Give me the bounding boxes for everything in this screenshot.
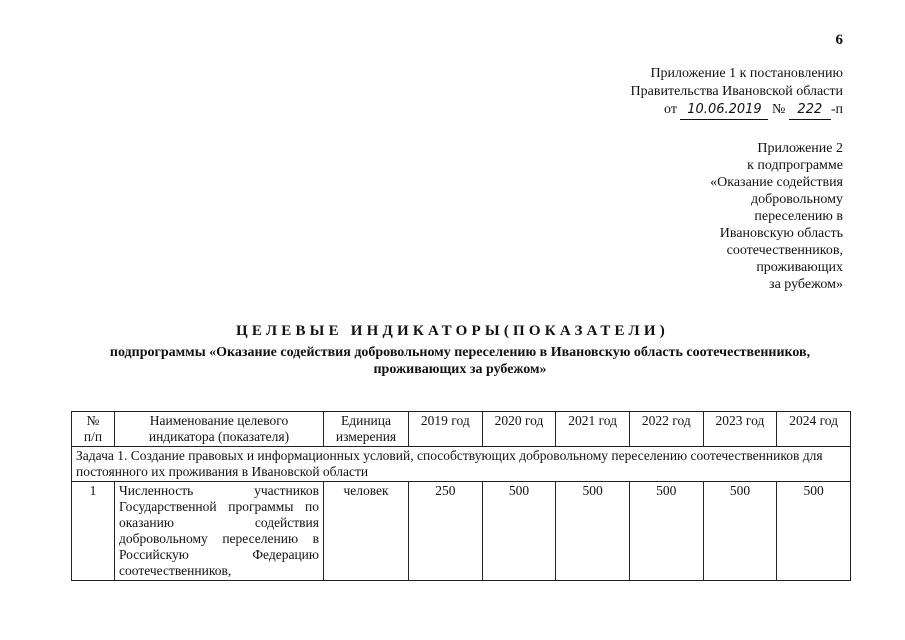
appendix-2-line: добровольному [750,192,843,207]
header-year: 2023 год [703,412,777,447]
appendix-2-line: к подпрограмме [747,158,843,173]
header-num [72,412,115,447]
header-unit [324,412,409,447]
header-year: 2021 год [556,412,630,447]
indicators-table [71,411,851,581]
row-value: 500 [777,482,851,581]
handwritten-date: 10.06.2019 [680,101,768,120]
appendix-1-line-1: Приложение 1 к постановлению [650,66,843,81]
row-value: 500 [703,482,777,581]
header-year: 2022 год [629,412,703,447]
decree-line [631,101,843,120]
appendix-2-block [710,140,843,293]
header-year: 2024 год [777,412,851,447]
row-unit: человек [324,482,409,581]
table-row [72,482,851,581]
row-value: 250 [409,482,483,581]
appendix-2-line: проживающих [756,260,843,275]
header-unit-line-2: измерения [335,429,397,444]
appendix-1-block [631,65,843,120]
document-title: ЦЕЛЕВЫЕ ИНДИКАТОРЫ(ПОКАЗАТЕЛИ) [236,323,669,339]
row-value: 500 [629,482,703,581]
table-header-row [72,412,851,447]
appendix-2-line: соотечественников, [726,243,843,258]
appendix-2-line: Приложение 2 [757,141,843,156]
header-year: 2019 год [409,412,483,447]
document-subtitle: подпрограммы «Оказание содействия добровольному переселению в Ивановскую область соотечественников, проживающих за рубежом» [109,345,811,377]
header-name-line-1: Наименование целевого [149,413,289,428]
row-indicator-name: Численность участников Государственной программы по оказанию содействия добровольному переселению в Российскую Федерацию соотечественников, [115,482,324,581]
task-row [72,447,851,482]
task-cell: Задача 1. Создание правовых и информационных условий, способствующих добровольному переселению соотечественников для постоянного их проживания в Ивановской области [72,447,851,482]
appendix-2-line: переселению в [754,209,843,224]
number-suffix: -п [830,102,843,117]
header-name-line-2: индикатора (показателя) [148,429,290,444]
header-num-line-2: п/п [83,429,103,444]
handwritten-number: 222 [789,101,831,120]
header-year: 2020 год [482,412,556,447]
appendix-2-line: «Оказание содействия [710,175,843,190]
row-value: 500 [482,482,556,581]
header-num-line-1: № [86,413,100,428]
appendix-2-line: за рубежом» [769,277,843,292]
header-name [115,412,324,447]
row-value: 500 [556,482,630,581]
appendix-1-line-2: Правительства Ивановской области [630,84,843,99]
page-number: 6 [835,32,843,48]
from-label: от [664,102,677,117]
number-label: № [771,102,786,117]
header-unit-line-1: Единица [340,413,391,428]
row-num: 1 [72,482,115,581]
appendix-2-line: Ивановскую область [719,226,843,241]
